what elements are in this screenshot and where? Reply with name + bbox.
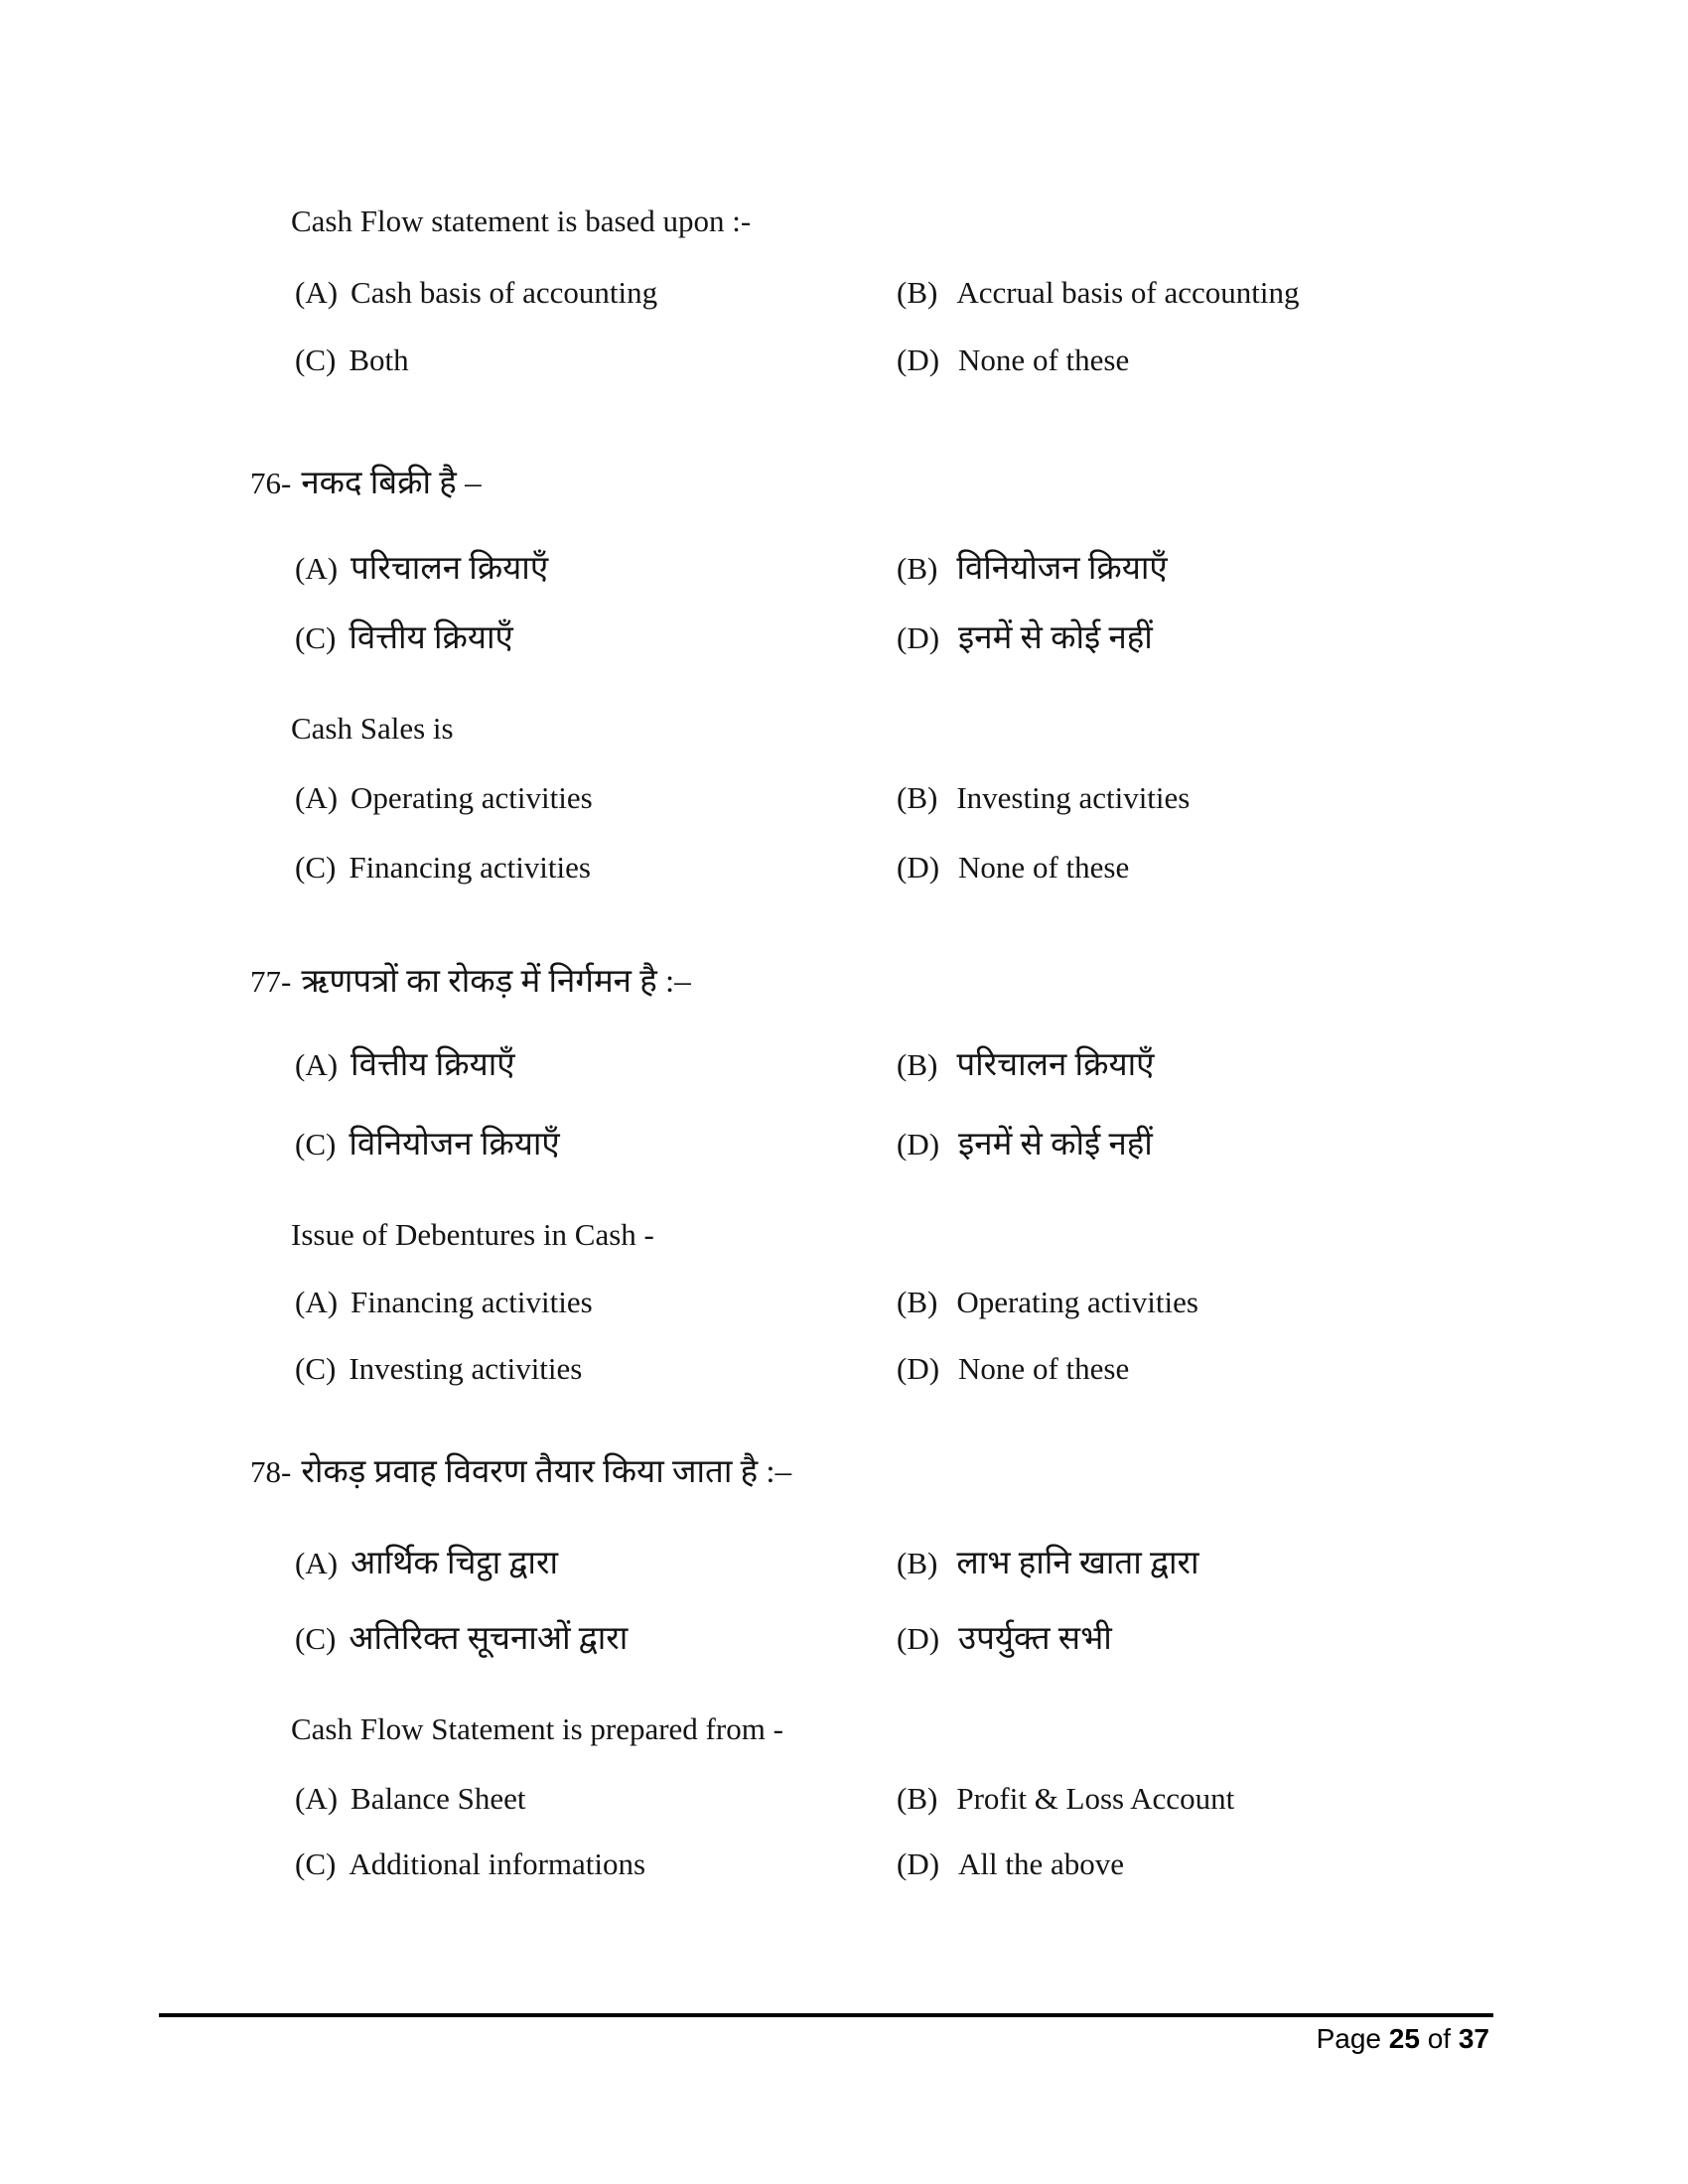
option-text: विनियोजन क्रियाएँ: [349, 1127, 560, 1162]
option-text: वित्तीय क्रियाएँ: [349, 620, 513, 656]
option-label: (C): [295, 1621, 337, 1656]
option-d: [897, 1351, 1129, 1387]
question-number: 78-: [250, 1454, 292, 1489]
option-a: [295, 1545, 558, 1584]
question-text: नकद बिक्री है –: [301, 466, 482, 501]
question-number: 76-: [250, 466, 292, 500]
option-text: परिचालन क्रियाएँ: [351, 551, 549, 587]
option-text: Operating activities: [956, 1285, 1198, 1319]
option-text: None of these: [958, 342, 1130, 377]
option-label: (D): [897, 1621, 940, 1656]
option-label: (A): [295, 1546, 339, 1580]
option-text: आर्थिक चिट्ठा द्वारा: [351, 1546, 559, 1581]
footer-current-page: 25: [1388, 2023, 1420, 2054]
option-c: [295, 1351, 582, 1387]
option-text: None of these: [958, 1351, 1130, 1386]
option-label: (A): [295, 551, 339, 586]
option-text: Operating activities: [351, 780, 593, 815]
option-label: (A): [295, 1285, 339, 1319]
option-a: [295, 780, 593, 816]
option-a: [295, 1285, 593, 1320]
question-heading-en: [291, 711, 454, 747]
option-label: (D): [897, 620, 940, 655]
option-label: (C): [295, 1846, 337, 1881]
option-a: [295, 1781, 526, 1817]
option-text: वित्तीय क्रियाएँ: [351, 1047, 515, 1083]
option-text: All the above: [958, 1846, 1125, 1881]
footer-word-of: of: [1427, 2023, 1452, 2054]
option-label: (B): [897, 1781, 938, 1816]
option-text: Accrual basis of accounting: [956, 275, 1300, 310]
option-label: (A): [295, 275, 339, 310]
option-text: Profit & Loss Account: [956, 1781, 1235, 1816]
option-d: [897, 850, 1129, 886]
option-text: Financing activities: [349, 850, 591, 885]
option-b: [897, 1285, 1198, 1320]
option-label: (A): [295, 780, 339, 815]
option-text: Investing activities: [956, 780, 1191, 815]
option-text: विनियोजन क्रियाएँ: [956, 551, 1168, 587]
option-c: [295, 1620, 628, 1660]
option-text: Cash basis of accounting: [351, 275, 658, 310]
question-text: रोकड़ प्रवाह विवरण तैयार किया जाता है :–: [301, 1454, 792, 1490]
question-heading-en: [291, 1217, 654, 1253]
question-text: Cash Sales is: [291, 711, 454, 746]
page-number-footer: [1092, 2023, 1489, 2055]
footer-divider: [159, 2013, 1493, 2017]
option-b: [897, 1046, 1154, 1086]
question-text: Cash Flow statement is based upon :-: [291, 204, 752, 238]
option-label: (B): [897, 275, 938, 310]
option-label: (C): [295, 620, 337, 655]
option-b: [897, 550, 1168, 590]
option-a: [295, 1046, 515, 1086]
option-text: इनमें से कोई नहीं: [958, 1127, 1153, 1162]
option-c: [295, 850, 591, 886]
option-label: (B): [897, 1546, 938, 1580]
option-a: [295, 275, 657, 311]
option-label: (D): [897, 1846, 940, 1881]
question-76-heading: [250, 465, 482, 504]
option-text: लाभ हानि खाता द्वारा: [956, 1546, 1199, 1581]
option-label: (D): [897, 342, 940, 377]
option-d: [897, 619, 1153, 659]
option-label: (B): [897, 551, 938, 586]
option-b: [897, 275, 1300, 311]
option-label: (C): [295, 850, 337, 885]
option-label: (B): [897, 1047, 938, 1082]
option-c: [295, 1126, 560, 1165]
footer-word-page: Page: [1316, 2023, 1381, 2054]
option-d: [897, 1846, 1124, 1882]
option-d: [897, 1620, 1112, 1660]
option-b: [897, 1545, 1199, 1584]
option-label: (D): [897, 1351, 940, 1386]
option-c: [295, 342, 409, 378]
option-b: [897, 1781, 1234, 1817]
option-label: (C): [295, 1351, 337, 1386]
option-text: None of these: [958, 850, 1130, 885]
option-text: उपर्युक्त सभी: [958, 1621, 1112, 1657]
question-text: ऋणपत्रों का रोकड़ में निर्गमन है :–: [301, 964, 691, 1000]
option-label: (B): [897, 1285, 938, 1319]
option-label: (C): [295, 1127, 337, 1161]
option-label: (B): [897, 780, 938, 815]
option-text: Balance Sheet: [351, 1781, 526, 1816]
option-b: [897, 780, 1190, 816]
option-d: [897, 1126, 1153, 1165]
option-text: Both: [349, 342, 409, 377]
option-label: (D): [897, 850, 940, 885]
question-heading-en: [291, 204, 751, 239]
option-text: अतिरिक्त सूचनाओं द्वारा: [349, 1621, 629, 1657]
question-number: 77-: [250, 964, 292, 999]
footer-total-pages: 37: [1458, 2023, 1489, 2054]
option-label: (A): [295, 1781, 339, 1816]
option-label: (A): [295, 1047, 339, 1082]
option-text: Investing activities: [349, 1351, 583, 1386]
question-78-heading: [250, 1453, 791, 1493]
question-text: Cash Flow Statement is prepared from -: [291, 1711, 783, 1746]
option-c: [295, 619, 513, 659]
question-heading-en: [291, 1711, 783, 1747]
option-label: (C): [295, 342, 337, 377]
option-a: [295, 550, 548, 590]
option-text: परिचालन क्रियाएँ: [956, 1047, 1155, 1083]
question-77-heading: [250, 963, 691, 1003]
option-text: इनमें से कोई नहीं: [958, 620, 1153, 656]
option-text: Financing activities: [351, 1285, 593, 1319]
option-d: [897, 342, 1129, 378]
option-text: Additional informations: [349, 1846, 646, 1881]
option-label: (D): [897, 1127, 940, 1161]
option-c: [295, 1846, 645, 1882]
question-text: Issue of Debentures in Cash -: [291, 1217, 654, 1252]
